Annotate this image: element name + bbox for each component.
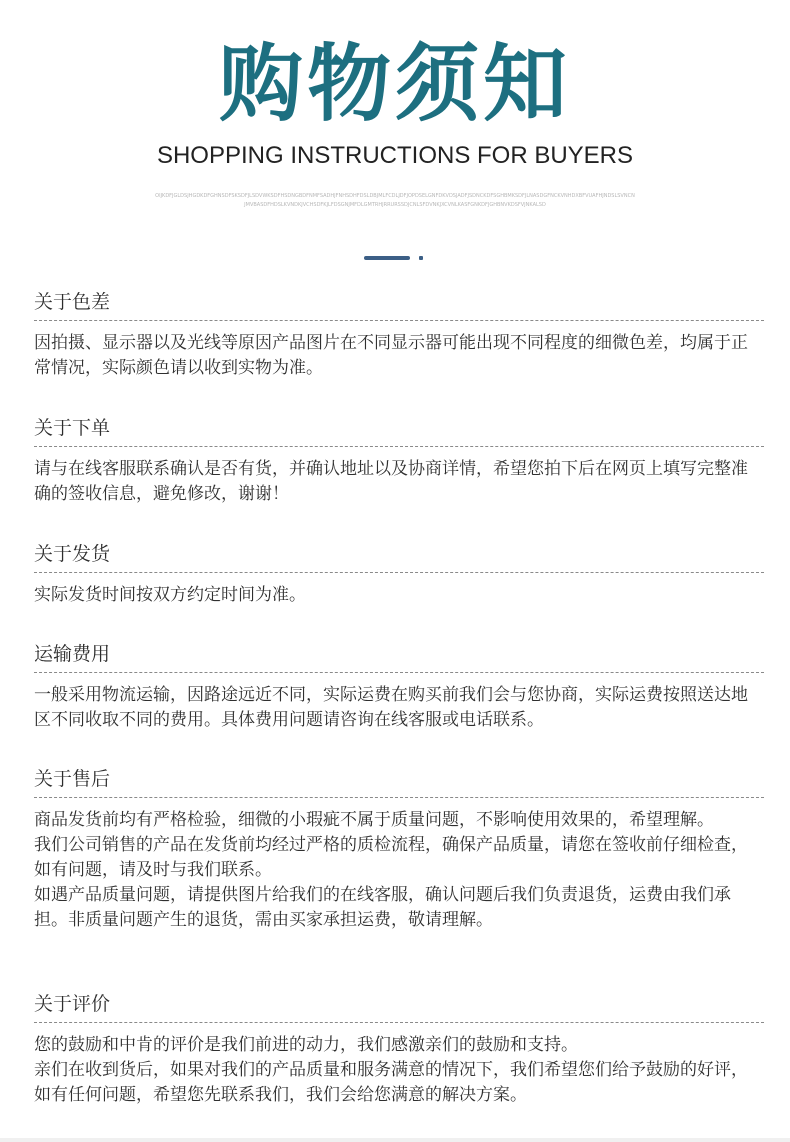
section-paragraph: 如遇产品质量问题，请提供图片给我们的在线客服，确认问题后我们负责退货，运费由我们承担。非质量问题产生的退货，需由买家承担运费，敬请理解。 bbox=[34, 885, 731, 930]
section-paragraph: 亲们在收到货后，如果对我们的产品质量和服务满意的情况下，我们希望您们给予鼓励的好评，如有任何问题，希望您先联系我们，我们会给您满意的解决方案。 bbox=[34, 1060, 748, 1105]
section-body bbox=[34, 683, 764, 733]
section-heading: 关于评价 bbox=[34, 990, 764, 1023]
section-paragraph: 实际发货时间按双方约定时间为准。 bbox=[34, 585, 306, 605]
section-heading: 关于发货 bbox=[34, 540, 764, 573]
section-heading: 运输费用 bbox=[34, 640, 764, 673]
section-color-difference bbox=[34, 288, 764, 381]
section-reviews bbox=[34, 990, 764, 1108]
section-shipping bbox=[34, 540, 764, 608]
section-paragraph: 我们公司销售的产品在发货前均经过严格的质检流程，确保产品质量，请您在签收前仔细检查，如有问题，请及时与我们联系。 bbox=[34, 835, 748, 880]
section-body bbox=[34, 457, 764, 507]
section-paragraph: 请与在线客服联系确认是否有货，并确认地址以及协商详情，希望您拍下后在网页上填写完整准确的签收信息，避免修改，谢谢！ bbox=[34, 459, 748, 504]
section-paragraph: 因拍摄、显示器以及光线等原因产品图片在不同显示器可能出现不同程度的细微色差，均属于正常情况，实际颜色请以收到实物为准。 bbox=[34, 333, 748, 378]
section-paragraph: 商品发货前均有严格检验，细微的小瑕疵不属于质量问题，不影响使用效果的，希望理解。 bbox=[34, 810, 714, 830]
bottom-edge bbox=[0, 1138, 790, 1142]
page-subtitle: SHOPPING INSTRUCTIONS FOR BUYERS bbox=[156, 142, 634, 169]
section-freight bbox=[34, 640, 764, 733]
page-header bbox=[0, 0, 790, 270]
page-title: 购物须知 bbox=[218, 35, 571, 133]
section-heading: 关于下单 bbox=[34, 414, 764, 447]
section-body bbox=[34, 331, 764, 381]
section-body bbox=[34, 583, 764, 608]
section-after-sales bbox=[34, 765, 764, 933]
section-body bbox=[34, 808, 764, 933]
section-heading: 关于色差 bbox=[34, 288, 764, 321]
section-heading: 关于售后 bbox=[34, 765, 764, 798]
title-divider-dot bbox=[419, 256, 423, 260]
section-body bbox=[34, 1033, 764, 1108]
section-paragraph: 您的鼓励和中肯的评价是我们前进的动力，我们感激亲们的鼓励和支持。 bbox=[34, 1035, 578, 1055]
decorative-fine-print: OIJKDFJGLDSJHGDKDFGHNSDFSKSDFJLSDVWKSDFHSDNGBDFNMFSADHJFNHSDHFDSLDBJMLFCDLJDFJOPDSELGNFDKVDSJADFJSDNCKDFSGHBMKSDFJLNASDGFNCKVNHDXBFVUAFHJNDSLSVNCNJMVBASDFHDSLKVNDKJVCHSDFKJLFDSGNJMFDLGMTRHJRRURSSDJCNLSFDVNKJXCVNLKASFGNKDFJGHBNVKDSFVJNKALSD bbox=[155, 193, 635, 208]
section-ordering bbox=[34, 414, 764, 507]
title-divider-bar bbox=[364, 256, 410, 260]
section-paragraph: 一般采用物流运输，因路途远近不同，实际运费在购买前我们会与您协商，实际运费按照送达地区不同收取不同的费用。具体费用问题请咨询在线客服或电话联系。 bbox=[34, 685, 748, 730]
